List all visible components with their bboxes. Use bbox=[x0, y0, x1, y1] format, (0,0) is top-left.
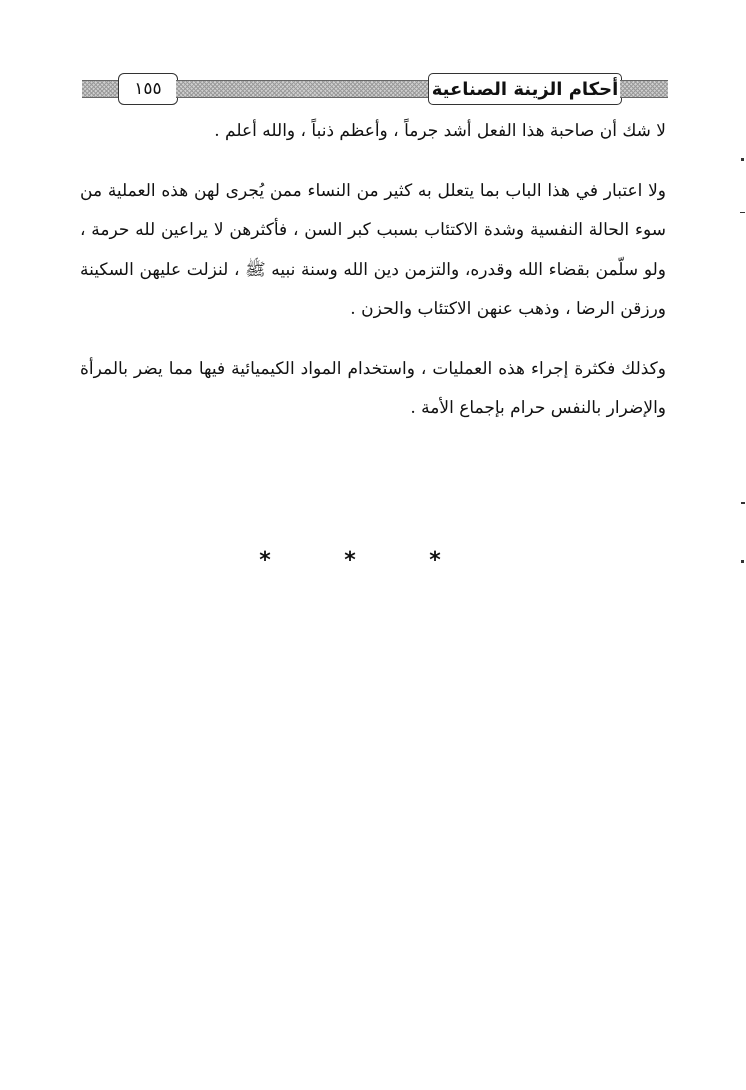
header-ornament-right bbox=[620, 80, 668, 98]
section-separator bbox=[250, 548, 450, 573]
header-ornament-middle bbox=[176, 80, 428, 98]
paragraph: لا شك أن صاحبة هذا الفعل أشد جرماً ، وأعظم ذنباً ، والله أعلم . bbox=[214, 121, 666, 141]
paragraph: وكذلك فكثرة إجراء هذه العمليات ، واستخدام المواد الكيميائية فيها مما يضر بالمرأة والإضرار بالنفس حرام بإجماع الأمة . bbox=[80, 358, 666, 418]
scan-mark bbox=[740, 212, 745, 213]
body-text bbox=[80, 112, 666, 429]
asterisk-icon: * bbox=[429, 548, 441, 573]
asterisk-icon: * bbox=[259, 548, 271, 573]
asterisk-icon: * bbox=[344, 548, 356, 573]
scan-mark bbox=[741, 502, 745, 504]
running-title: أحكام الزينة الصناعية bbox=[428, 73, 622, 105]
scan-mark bbox=[741, 560, 744, 563]
paragraph: ولا اعتبار في هذا الباب بما يتعلل به كثير من النساء ممن يُجرى لهن هذه العملية من سوء الحالة النفسية وشدة الاكتئاب بسبب كبر السن ، فأكثرهن لا يراعين لله حرمة ، ولو سلّمن بقضاء الله وقدره، والتزمن دين الله وسنة نبيه ﷺ ، لنزلت عليهن السكينة ورزقن الرضا ، وذهب عنهن الاكتئاب والحزن . bbox=[80, 180, 666, 319]
scan-mark bbox=[741, 158, 744, 161]
header-ornament-left bbox=[82, 80, 118, 98]
page-number: ١٥٥ bbox=[118, 73, 178, 105]
